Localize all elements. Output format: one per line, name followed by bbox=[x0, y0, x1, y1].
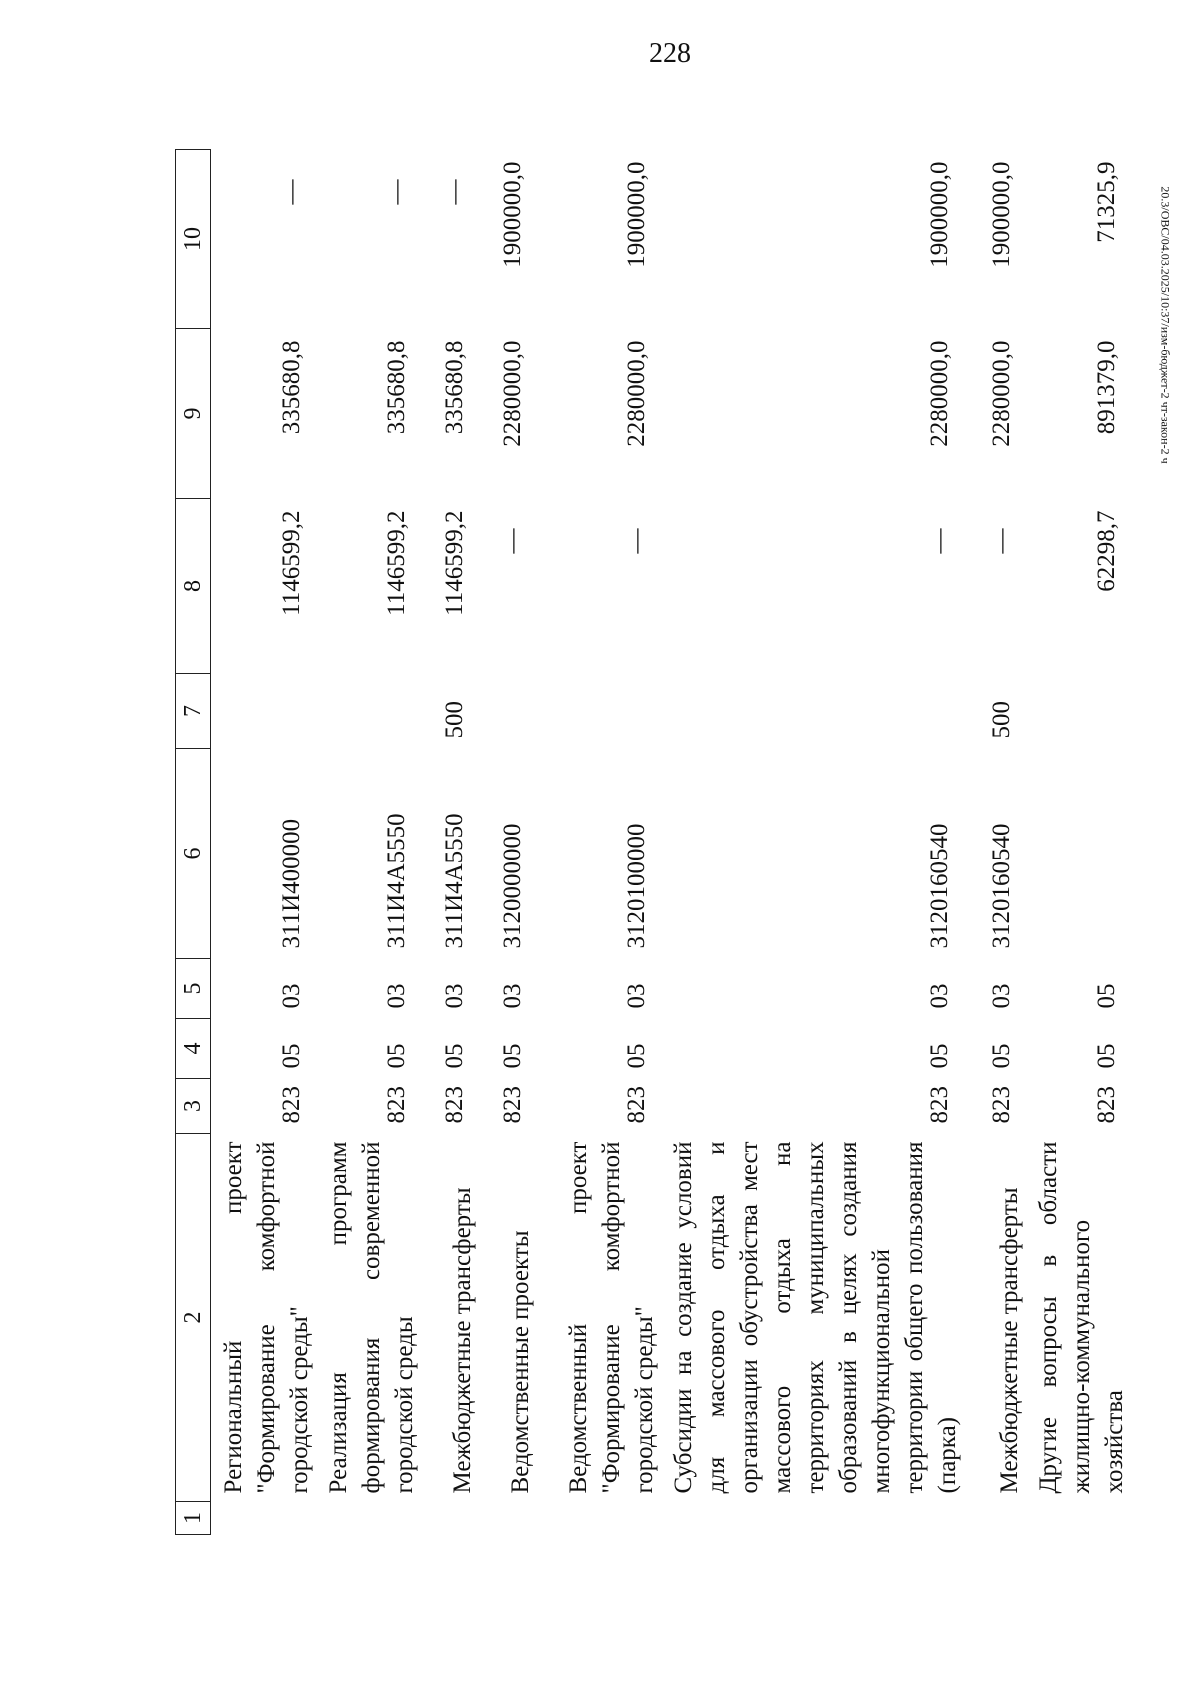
cell-amount-10: — bbox=[441, 179, 468, 205]
row-name: Межбюджетные трансферты bbox=[449, 1187, 476, 1494]
cell-amount-9: 2280000,0 bbox=[623, 340, 650, 447]
cell-csr: 311И4А5550 bbox=[441, 813, 468, 949]
header-col-8: 8 bbox=[176, 499, 211, 674]
table-row bbox=[661, 150, 964, 1535]
table-row bbox=[964, 150, 1026, 1535]
cell-vr bbox=[537, 674, 661, 749]
cell-razdel: 05 bbox=[278, 1043, 305, 1069]
page-number: 228 bbox=[649, 38, 691, 69]
cell-amount-8: — bbox=[926, 528, 953, 554]
cell-podrazdel: 05 bbox=[1093, 983, 1120, 1009]
budget-table-rotated bbox=[175, 150, 1128, 1535]
cell-amount-10: — bbox=[278, 179, 305, 205]
cell-csr: 3120100000 bbox=[623, 823, 650, 949]
cell-ved: 823 bbox=[499, 1086, 526, 1124]
budget-table bbox=[175, 149, 1131, 1535]
cell-amount-10: 1900000,0 bbox=[623, 161, 650, 268]
cell-csr: 311И400000 bbox=[278, 818, 305, 949]
row-num bbox=[964, 1502, 1026, 1535]
cell-amount-8: 1146599,2 bbox=[383, 510, 410, 616]
cell-podrazdel: 03 bbox=[926, 983, 953, 1009]
cell-podrazdel: 03 bbox=[499, 983, 526, 1009]
cell-ved: 823 bbox=[441, 1086, 468, 1124]
row-num bbox=[661, 1502, 964, 1535]
cell-razdel: 05 bbox=[1093, 1043, 1120, 1069]
cell-razdel: 05 bbox=[926, 1043, 953, 1069]
header-col-4: 4 bbox=[176, 1019, 211, 1079]
header-col-3: 3 bbox=[176, 1079, 211, 1134]
cell-csr: 3120000000 bbox=[499, 823, 526, 949]
header-col-2: 2 bbox=[176, 1134, 211, 1502]
cell-vr bbox=[661, 674, 964, 749]
table-row bbox=[211, 150, 317, 1535]
row-name: Другие вопросы в области жилищно-коммунального хозяйства bbox=[1035, 1141, 1128, 1494]
table-row bbox=[479, 150, 537, 1535]
header-col-10: 10 bbox=[176, 150, 211, 329]
row-num bbox=[421, 1502, 479, 1535]
cell-amount-9: 891379,0 bbox=[1093, 340, 1120, 435]
cell-csr bbox=[1026, 749, 1131, 959]
cell-amount-9: 335680,8 bbox=[383, 340, 410, 435]
row-name: Региональный проект "Формирование комфортной городской среды" bbox=[220, 1141, 313, 1494]
cell-razdel: 05 bbox=[441, 1043, 468, 1069]
cell-ved: 823 bbox=[383, 1086, 410, 1124]
row-num bbox=[211, 1502, 317, 1535]
cell-razdel: 05 bbox=[988, 1043, 1015, 1069]
cell-razdel: 05 bbox=[499, 1043, 526, 1069]
cell-amount-10: 71325,9 bbox=[1093, 161, 1120, 243]
cell-podrazdel: 03 bbox=[278, 983, 305, 1009]
cell-amount-8: 1146599,2 bbox=[441, 510, 468, 616]
cell-amount-9: 2280000,0 bbox=[988, 340, 1015, 447]
cell-amount-8: 1146599,2 bbox=[278, 510, 305, 616]
table-row bbox=[316, 150, 421, 1535]
header-col-1: 1 bbox=[176, 1502, 211, 1535]
cell-amount-10: 1900000,0 bbox=[926, 161, 953, 268]
table-row bbox=[421, 150, 479, 1535]
cell-amount-9: 2280000,0 bbox=[499, 340, 526, 447]
cell-razdel: 05 bbox=[623, 1043, 650, 1069]
row-num bbox=[1026, 1502, 1131, 1535]
cell-amount-10: 1900000,0 bbox=[499, 161, 526, 268]
cell-ved: 823 bbox=[1093, 1086, 1120, 1124]
cell-vr: 500 bbox=[988, 701, 1015, 739]
row-num bbox=[537, 1502, 661, 1535]
cell-csr: 3120160540 bbox=[988, 823, 1015, 949]
cell-ved: 823 bbox=[926, 1086, 953, 1124]
footer-stamp-text: 20.3/ОВС/04.03.2025/10:37/изм-бюджет-2 чт-закон-2 ч bbox=[1158, 186, 1173, 464]
header-col-5: 5 bbox=[176, 959, 211, 1019]
cell-csr: 3120160540 bbox=[926, 823, 953, 949]
cell-podrazdel: 03 bbox=[623, 983, 650, 1009]
cell-ved: 823 bbox=[278, 1086, 305, 1124]
row-name: Реализация программ формирования современной городской среды bbox=[325, 1141, 418, 1494]
header-col-9: 9 bbox=[176, 329, 211, 499]
cell-amount-8: — bbox=[623, 528, 650, 554]
cell-vr: 500 bbox=[441, 701, 468, 739]
cell-razdel: 05 bbox=[383, 1043, 410, 1069]
row-num bbox=[316, 1502, 421, 1535]
header-col-6: 6 bbox=[176, 749, 211, 959]
footer-stamp bbox=[1155, 110, 1175, 540]
cell-ved: 823 bbox=[623, 1086, 650, 1124]
cell-vr bbox=[1026, 674, 1131, 749]
cell-vr bbox=[211, 674, 317, 749]
cell-amount-8: — bbox=[988, 528, 1015, 554]
header-col-7: 7 bbox=[176, 674, 211, 749]
cell-ved: 823 bbox=[988, 1086, 1015, 1124]
row-name: Ведомственные проекты bbox=[507, 1230, 534, 1494]
cell-amount-9: 335680,8 bbox=[278, 340, 305, 435]
table-row bbox=[537, 150, 661, 1535]
cell-amount-10: 1900000,0 bbox=[988, 161, 1015, 268]
row-name: Межбюджетные трансферты bbox=[996, 1187, 1023, 1494]
row-name: Ведомственный проект "Формирование комфортной городской среды" bbox=[565, 1141, 658, 1494]
row-num bbox=[479, 1502, 537, 1535]
cell-vr bbox=[316, 674, 421, 749]
cell-vr bbox=[479, 674, 537, 749]
cell-csr: 311И4А5550 bbox=[383, 813, 410, 949]
cell-amount-8: 62298,7 bbox=[1093, 510, 1120, 592]
cell-amount-10: — bbox=[383, 179, 410, 205]
cell-amount-8: — bbox=[499, 528, 526, 554]
row-name: Субсидии на создание условий для массового отдыха и организации обустройства мест массового отдыха на территориях муниципальных образований в целях создания многофункциональной территории общего пользования (парка) bbox=[670, 1141, 961, 1494]
cell-podrazdel: 03 bbox=[441, 983, 468, 1009]
table-row bbox=[1026, 150, 1131, 1535]
cell-amount-9: 2280000,0 bbox=[926, 340, 953, 447]
cell-podrazdel: 03 bbox=[383, 983, 410, 1009]
cell-podrazdel: 03 bbox=[988, 983, 1015, 1009]
cell-amount-9: 335680,8 bbox=[441, 340, 468, 435]
table-header-row bbox=[176, 150, 211, 1535]
